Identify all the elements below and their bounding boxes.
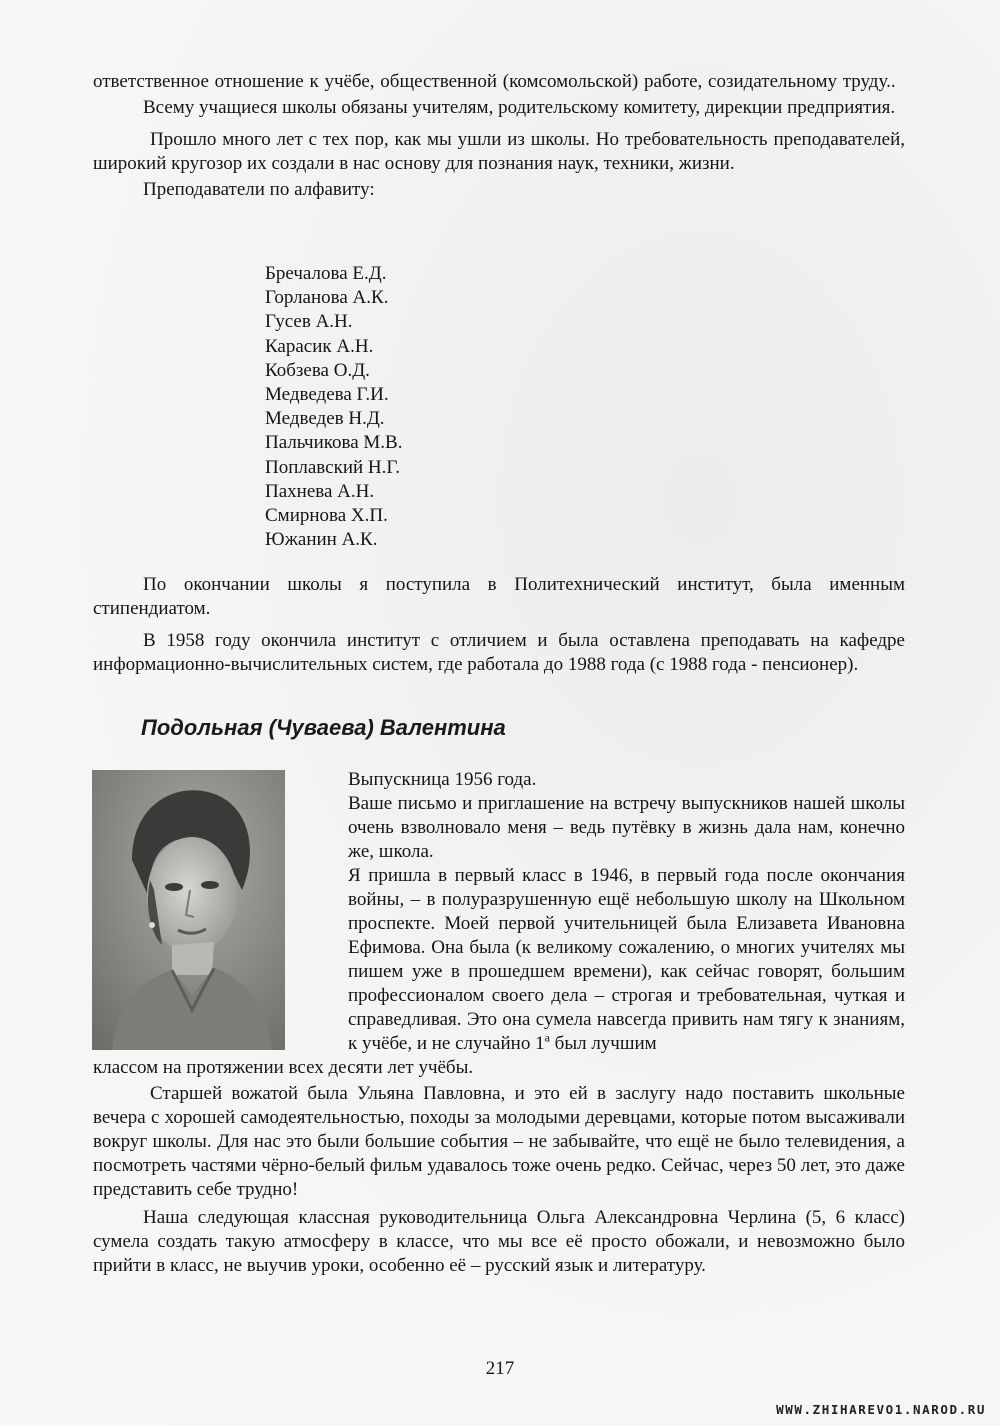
class-letter-superscript: а (544, 1030, 550, 1045)
teacher-name: Кобзева О.Д. (265, 359, 370, 381)
paragraph-institute: По окончании школы я поступила в Политехнический институт, была именным стипендиатом. (93, 574, 905, 619)
teachers-list (265, 262, 402, 552)
paragraph-letter: Ваше письмо и приглашение на встречу выпускников нашей школы очень взволновало меня – ведь путёвку в жизнь дала нам, конечно же, школа. (348, 793, 905, 862)
paragraph-years-passed: Прошло много лет с тех пор, как мы ушли из школы. Но требовательность преподавателей, широкий кругозор их создали в нас основу для познания наук, техники, жизни. (93, 129, 905, 174)
graduate-year-line: Выпускница 1956 года. (348, 769, 537, 790)
teacher-name: Карасик А.Н. (265, 335, 374, 357)
teacher-name: Южанин А.К. (265, 529, 378, 551)
page-number: 217 (485, 1358, 515, 1379)
teacher-name: Смирнова Х.П. (265, 505, 388, 527)
teacher-name: Поплавский Н.Г. (265, 456, 400, 478)
bio-tail-line: классом на протяжении всех десяти лет учёбы. (93, 1057, 474, 1078)
teachers-heading: Преподаватели по алфавиту: (143, 179, 375, 200)
paragraph-graduation: В 1958 году окончила институт с отличием и была оставлена преподавать на кафедре информационно-вычислительных систем, где работала до 1988 года (с 1988 года - пенсионер). (93, 630, 905, 675)
bio-text-block (298, 768, 905, 1056)
portrait-photo (92, 770, 285, 1050)
paragraph-first-class (298, 864, 905, 1056)
site-watermark: WWW.ZHIHAREVO1.NAROD.RU (776, 1402, 986, 1417)
teacher-name: Пахнева А.Н. (265, 480, 375, 502)
paragraph-responsibility: ответственное отношение к учёбе, общественной (комсомольской) работе, созидательному труду.. (93, 71, 896, 92)
paragraph-gratitude: Всему учащиеся школы обязаны учителям, родительскому комитету, дирекции предприятия. (143, 97, 896, 118)
final-text-block (93, 1082, 905, 1278)
paragraph-first-class-text: Я пришла в первый класс в 1946, в первый года после окончания войны, – в полуразрушенную ещё небольшую школу на Школьном проспекте. Моей первой учительницей была Елизавета Ивановна Ефимова. Она была (к великому сожалению, о многих учителях мы пишем уже в прошедшем времени), как сейчас говорят, большим профессионалом своего дела – строгая и требовательная, чуткая и справедливая. Это она сумела навсегда привить нам тягу к знаниям, к учёбе, и не случайно 1 (348, 865, 905, 1054)
teacher-name: Пальчикова М.В. (265, 432, 403, 454)
portrait-image-icon (92, 770, 285, 1050)
teacher-name: Горланова А.К. (265, 287, 389, 309)
after-school-text-block (93, 573, 905, 677)
teacher-name: Медведев Н.Д. (265, 408, 385, 430)
section-title: Подольная (Чуваева) Валентина (141, 715, 506, 740)
teacher-name: Гусев А.Н. (265, 311, 353, 333)
teacher-name: Медведева Г.И. (265, 384, 389, 406)
paragraph-first-class-end: был лучшим (549, 1033, 657, 1054)
paragraph-pioneer-leader: Старшей вожатой была Ульяна Павловна, и это ей в заслугу надо поставить школьные вечера с хорошей самодеятельностью, походы за молодыми деревцами, которые потом высаживали вокруг школы. Для нас это были большие события – не забывайте, что ещё не было телевидения, а посмотреть частями чёрно-белый фильм удавалось тоже очень редко. Сейчас, через 50 лет, это даже представить себе трудно! (93, 1083, 905, 1200)
paragraph-class-teacher: Наша следующая классная руководительница Ольга Александровна Черлина (5, 6 класс) сумела создать такую атмосферу в классе, что мы все её просто обожали, и невозможно было прийти в класс, не выучив уроки, особенно её – русский язык и литературу. (93, 1207, 905, 1276)
intro-text-block (93, 70, 905, 202)
teacher-name: Бречалова Е.Д. (265, 263, 387, 284)
